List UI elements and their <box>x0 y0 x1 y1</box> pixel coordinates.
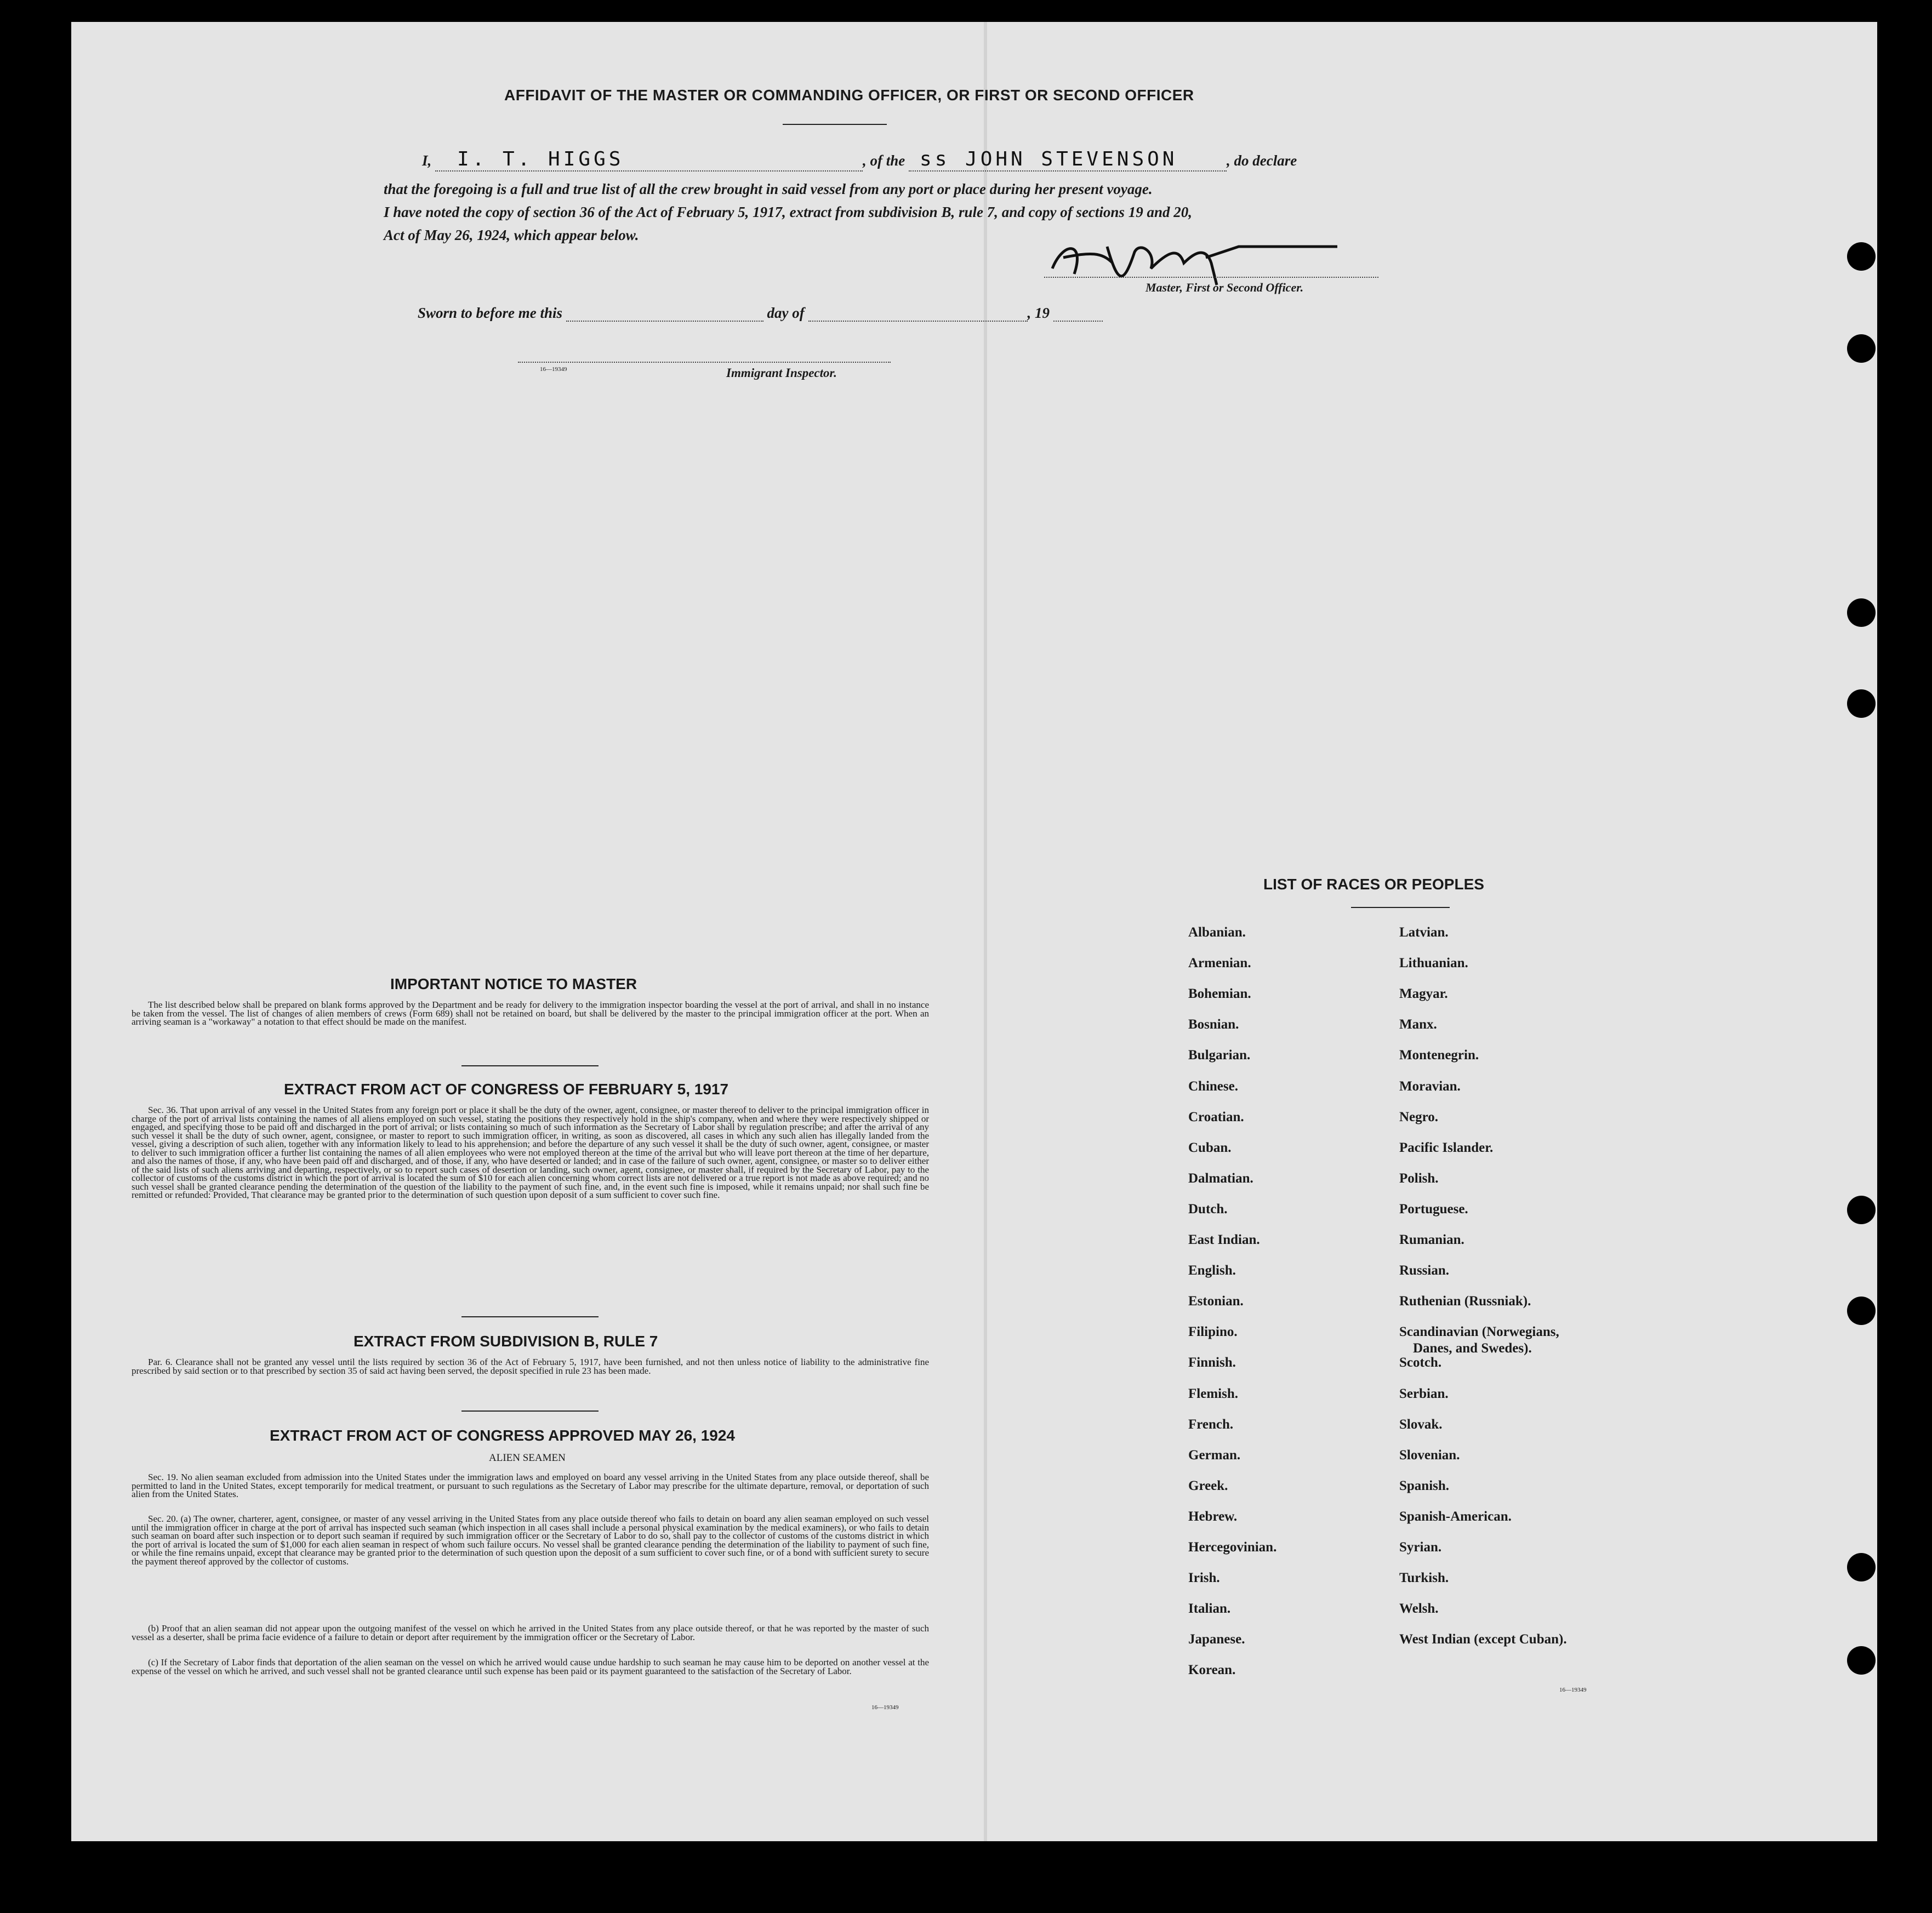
rule7-title: EXTRACT FROM SUBDIVISION B, RULE 7 <box>354 1333 658 1350</box>
rule7-text: Par. 6. Clearance shall not be granted any vessel until the lists required by section 36 of the Act of February 5, 1917, have been furnished, and not then unless notice of liability to the administrative fine prescribed by said section or to that prescribed by section 35 of said act having been served, the deposit specified in rule 23 has been made. <box>132 1357 929 1376</box>
punch-hole <box>1847 334 1876 363</box>
race-item: Filipino. <box>1188 1324 1238 1340</box>
race-item: Bulgarian. <box>1188 1048 1251 1063</box>
sworn-year-blank <box>1053 306 1103 322</box>
race-item: West Indian (except Cuban). <box>1399 1632 1567 1647</box>
race-item: Scandinavian (Norwegians, <box>1399 1324 1559 1340</box>
race-item: Slovak. <box>1399 1417 1443 1432</box>
extract-1917-title: EXTRACT FROM ACT OF CONGRESS OF FEBRUARY 5, 1917 <box>284 1081 729 1098</box>
sworn-day-label: day of <box>767 305 805 321</box>
inspector-caption: Immigrant Inspector. <box>726 366 837 380</box>
race-item: Irish. <box>1188 1571 1220 1586</box>
race-item: Dutch. <box>1188 1201 1228 1217</box>
race-item: English. <box>1188 1263 1236 1278</box>
punch-hole <box>1847 242 1876 271</box>
extract-1924-title: EXTRACT FROM ACT OF CONGRESS APPROVED MAY 26, 1924 <box>270 1427 735 1444</box>
form-number-bottom-left: 16—19349 <box>871 1704 899 1711</box>
officer-name-handwritten: I. T. HIGGS <box>435 148 863 172</box>
race-item: Korean. <box>1188 1663 1236 1678</box>
punch-hole <box>1847 1297 1876 1325</box>
race-item: Pacific Islander. <box>1399 1140 1494 1155</box>
extract-1924-subtitle: ALIEN SEAMEN <box>489 1452 566 1464</box>
race-item: Turkish. <box>1399 1571 1449 1586</box>
affidavit-line-1 <box>422 148 1297 172</box>
notice-title: IMPORTANT NOTICE TO MASTER <box>390 975 637 992</box>
punch-hole <box>1847 1553 1876 1581</box>
race-item: Scotch. <box>1399 1355 1442 1370</box>
race-item: Dalmatian. <box>1188 1170 1253 1186</box>
document-sheet <box>71 22 1877 1841</box>
race-item: German. <box>1188 1447 1241 1463</box>
race-item: Latvian. <box>1399 925 1449 940</box>
affidavit-title: AFFIDAVIT OF THE MASTER OR COMMANDING OFFICER, OR FIRST OR SECOND OFFICER <box>504 87 1194 104</box>
race-item: Spanish-American. <box>1399 1509 1512 1524</box>
extract-1917-text: Sec. 36. That upon arrival of any vessel in the United States from any foreign port or place it shall be the duty of the owner, agent, consignee, or master thereof to deliver to the principal immigration officer in charge of the port of arrival lists containing the names of all aliens employed on such vessel, stating the positions they respectively hold in the ship's company, when and where they were respectively shipped or engaged, and specifying those to be paid off and discharged in the port of arrival; or lists containing so much of such information as the Secretary of Labor shall by regulation prescribe; and after the arrival of any such vessel it shall be the duty of such owner, agent, consignee, or master to report to such immigration officer, in writing, as soon as discovered, all cases in which any such alien has illegally landed from the vessel, giving a description of such alien, together with any information likely to lead to his apprehension; and before the departure of any such vessel it shall be the duty of such owner, agent, consignee, or master to deliver to such immigration officer a further list containing the names of all alien employees who were not employed thereon at the time of the arrival but who will leave port thereon at the time of her departure, and also the names of those, if any, who have been paid off and discharged, and of those, if any, who have deserted or landed; and in case of the failure of such owner, agent, consignee, or master so to deliver either of the said lists of such aliens arriving and departing, respectively, or so to report such cases of desertion or landing, such owner, agent, consignee, or master shall, if required by the Secretary of Labor, pay to the collector of customs of the customs district in which the port of arrival is located the sum of $10 for each alien concerning whom correct lists are not delivered or a true report is not made as above required; and no such vessel shall be granted clearance pending the determination of the question of the liability to the payment of such fine, and, in the event such fine is imposed, while it remains unpaid; nor shall such fine be remitted or refunded: Provided, That clearance may be granted prior to the determination of such question upon deposit of a sum sufficient to cover such fine. <box>132 1105 929 1200</box>
affidavit-line-4: Act of May 26, 1924, which appear below. <box>384 227 639 243</box>
sec20c-text: (c) If the Secretary of Labor finds that deportation of the alien seaman on the vessel on which he arrived would cause undue hardship to such seaman he may cause him to be deported on another vessel at the expense of the vessel on which he arrived, and such vessel shall not be granted clearance until such expense has been paid or its payment guaranteed to the satisfaction of the Secretary of Labor. <box>132 1657 929 1676</box>
race-item: Serbian. <box>1399 1386 1449 1401</box>
race-item: Greek. <box>1188 1478 1228 1493</box>
sec19-text: Sec. 19. No alien seaman excluded from admission into the United States under the immigration laws and employed on board any vessel arriving in the United States from any place outside thereof, shall be permitted to land in the United States, except temporarily for medical treatment, or pursuant to such regulations as the Secretary of Labor may prescribe for the ultimate departure, removal, or deportation of such alien from the United States. <box>132 1472 929 1499</box>
divider <box>461 1065 599 1066</box>
race-item: Croatian. <box>1188 1109 1244 1124</box>
race-item: Albanian. <box>1188 925 1246 940</box>
race-item: Portuguese. <box>1399 1201 1468 1217</box>
race-item: Danes, and Swedes). <box>1413 1341 1532 1356</box>
race-item: Moravian. <box>1399 1078 1461 1094</box>
form-number-bottom-right: 16—19349 <box>1559 1687 1587 1693</box>
sworn-year-label: , 19 <box>1027 305 1050 321</box>
race-item: Japanese. <box>1188 1632 1245 1647</box>
race-item: French. <box>1188 1417 1234 1432</box>
vessel-name-handwritten: ss JOHN STEVENSON <box>909 148 1227 172</box>
inspector-signature-line <box>518 362 891 363</box>
divider <box>461 1316 599 1317</box>
line1-mid: , of the <box>863 152 905 169</box>
form-number-top: 16—19349 <box>540 366 567 373</box>
sec20a-text: Sec. 20. (a) The owner, charterer, agent, consignee, or master of any vessel arriving in the United States from any place outside thereof who fails to detain on board any alien seaman employed on such vessel until the immigration officer in charge at the port of arrival has inspected such seaman (which inspection in all cases shall include a personal physical examination by the medical examiners), or who fails to detain such seaman on board after such inspection or to deport such seaman if required by such immigration officer or the Secretary of Labor to do so, shall pay to the collector of customs of the customs district in which the port of arrival is located the sum of $1,000 for each alien seaman in respect of whom such failure occurs. No vessel shall be granted clearance pending the determination of the liability to payment of such fine, or while the fine remains unpaid, except that clearance may be granted prior to the determination of such question upon the deposit of a sum sufficient to cover such fine, or of a bond with sufficient surety to secure the payment thereof approved by the collector of customs. <box>132 1514 929 1567</box>
notice-text: The list described below shall be prepared on blank forms approved by the Department and be ready for delivery to the immigration inspector boarding the vessel at the port of arrival, and shall in no instance be taken from the vessel. The list of changes of alien members of crews (Form 689) shall not be retained on board, but shall be delivered by the master to the principal immigration officer at the port. When an arriving seaman is a "workaway" a notation to that effect should be made on the manifest. <box>132 1000 929 1027</box>
affidavit-line-2: that the foregoing is a full and true list of all the crew brought in said vessel from any port or place during her present voyage. <box>384 181 1153 197</box>
race-item: Estonian. <box>1188 1294 1244 1309</box>
race-item: Bohemian. <box>1188 986 1251 1002</box>
race-item: Montenegrin. <box>1399 1048 1479 1063</box>
race-item: Lithuanian. <box>1399 956 1468 971</box>
affidavit-line-3: I have noted the copy of section 36 of the Act of February 5, 1917, extract from subdivision B, rule 7, and copy of sections 19 and 20, <box>384 204 1192 220</box>
race-item: Magyar. <box>1399 986 1448 1002</box>
races-title: LIST OF RACES OR PEOPLES <box>1263 876 1484 893</box>
race-item: Flemish. <box>1188 1386 1238 1401</box>
punch-hole <box>1847 689 1876 718</box>
signature-caption: Master, First or Second Officer. <box>1145 281 1304 294</box>
punch-hole <box>1847 1646 1876 1675</box>
divider <box>783 124 887 125</box>
race-item: Russian. <box>1399 1263 1450 1278</box>
line1-prefix: I, <box>422 152 432 169</box>
line1-suffix: , do declare <box>1227 152 1297 169</box>
race-item: Syrian. <box>1399 1540 1442 1555</box>
punch-hole <box>1847 598 1876 627</box>
race-item: Bosnian. <box>1188 1017 1239 1032</box>
race-item: Cuban. <box>1188 1140 1232 1155</box>
race-item: Italian. <box>1188 1601 1231 1617</box>
race-item: Negro. <box>1399 1109 1439 1124</box>
sworn-day-blank <box>566 306 763 322</box>
punch-hole <box>1847 1196 1876 1224</box>
race-item: Welsh. <box>1399 1601 1439 1617</box>
race-item: Polish. <box>1399 1170 1439 1186</box>
race-item: Ruthenian (Russniak). <box>1399 1294 1531 1309</box>
race-item: Slovenian. <box>1399 1447 1460 1463</box>
sworn-prefix: Sworn to before me this <box>418 305 563 321</box>
race-item: Manx. <box>1399 1017 1437 1032</box>
sworn-month-blank <box>808 306 1028 322</box>
race-item: Rumanian. <box>1399 1232 1464 1247</box>
race-item: Hebrew. <box>1188 1509 1238 1524</box>
race-item: East Indian. <box>1188 1232 1260 1247</box>
signature-line <box>1044 277 1378 278</box>
sworn-line <box>418 305 1103 322</box>
race-item: Armenian. <box>1188 956 1251 971</box>
page-fold <box>984 22 987 1841</box>
race-item: Finnish. <box>1188 1355 1236 1370</box>
race-item: Spanish. <box>1399 1478 1450 1493</box>
sec20b-text: (b) Proof that an alien seaman did not appear upon the outgoing manifest of the vessel on which he arrived in the United States from any place outside thereof, or that he was reported by the master of such vessel as a deserter, shall be prima facie evidence of a failure to detain or deport after requirement by the immigration officer or the Secretary of Labor. <box>132 1623 929 1642</box>
race-item: Hercegovinian. <box>1188 1540 1277 1555</box>
divider <box>461 1411 599 1412</box>
race-item: Chinese. <box>1188 1078 1238 1094</box>
divider <box>1351 907 1450 908</box>
